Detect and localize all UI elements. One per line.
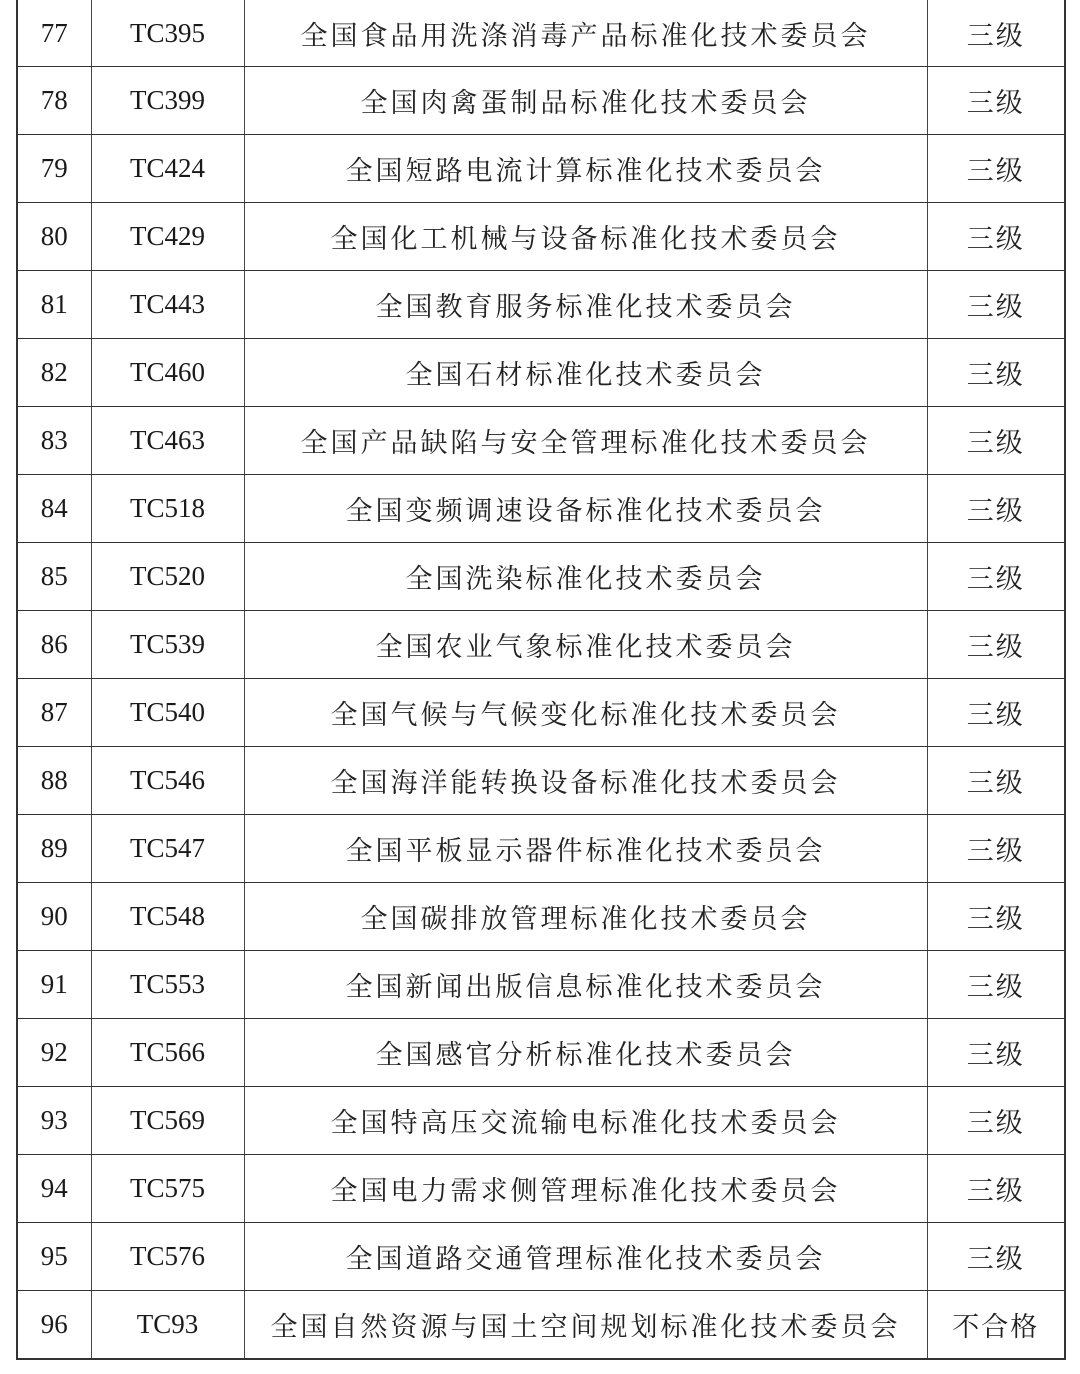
committee-code-cell: TC566 — [91, 1019, 244, 1087]
committee-code-cell: TC576 — [91, 1223, 244, 1291]
table-row — [17, 1223, 1065, 1291]
committee-rating-table — [16, 0, 1066, 1360]
committee-code-cell: TC539 — [91, 611, 244, 679]
table-row — [17, 203, 1065, 271]
committee-name-cell: 全国自然资源与国土空间规划标准化技术委员会 — [244, 1291, 927, 1360]
committee-name-cell: 全国感官分析标准化技术委员会 — [244, 1019, 927, 1087]
row-number-cell: 77 — [17, 0, 91, 67]
table-row — [17, 271, 1065, 339]
committee-name-cell: 全国洗染标准化技术委员会 — [244, 543, 927, 611]
committee-name-cell: 全国气候与气候变化标准化技术委员会 — [244, 679, 927, 747]
row-number-cell: 95 — [17, 1223, 91, 1291]
committee-code-cell: TC463 — [91, 407, 244, 475]
committee-code-cell: TC569 — [91, 1087, 244, 1155]
rating-cell: 三级 — [927, 1155, 1065, 1223]
row-number-cell: 83 — [17, 407, 91, 475]
row-number-cell: 91 — [17, 951, 91, 1019]
committee-code-cell: TC575 — [91, 1155, 244, 1223]
rating-cell: 三级 — [927, 475, 1065, 543]
row-number-cell: 81 — [17, 271, 91, 339]
committee-code-cell: TC429 — [91, 203, 244, 271]
rating-cell: 三级 — [927, 407, 1065, 475]
table-row — [17, 883, 1065, 951]
table-row — [17, 951, 1065, 1019]
committee-name-cell: 全国产品缺陷与安全管理标准化技术委员会 — [244, 407, 927, 475]
table-row — [17, 135, 1065, 203]
committee-name-cell: 全国电力需求侧管理标准化技术委员会 — [244, 1155, 927, 1223]
table-row — [17, 815, 1065, 883]
committee-name-cell: 全国碳排放管理标准化技术委员会 — [244, 883, 927, 951]
row-number-cell: 86 — [17, 611, 91, 679]
rating-cell: 三级 — [927, 1019, 1065, 1087]
committee-name-cell: 全国变频调速设备标准化技术委员会 — [244, 475, 927, 543]
committee-name-cell: 全国肉禽蛋制品标准化技术委员会 — [244, 67, 927, 135]
committee-name-cell: 全国教育服务标准化技术委员会 — [244, 271, 927, 339]
committee-code-cell: TC548 — [91, 883, 244, 951]
committee-name-cell: 全国道路交通管理标准化技术委员会 — [244, 1223, 927, 1291]
committee-name-cell: 全国农业气象标准化技术委员会 — [244, 611, 927, 679]
table-row — [17, 747, 1065, 815]
rating-cell: 三级 — [927, 1223, 1065, 1291]
table-row — [17, 0, 1065, 67]
row-number-cell: 90 — [17, 883, 91, 951]
row-number-cell: 78 — [17, 67, 91, 135]
rating-cell: 三级 — [927, 1087, 1065, 1155]
table-row — [17, 339, 1065, 407]
rating-cell: 不合格 — [927, 1291, 1065, 1360]
rating-cell: 三级 — [927, 271, 1065, 339]
committee-code-cell: TC424 — [91, 135, 244, 203]
rating-cell: 三级 — [927, 747, 1065, 815]
committee-code-cell: TC443 — [91, 271, 244, 339]
row-number-cell: 88 — [17, 747, 91, 815]
table-row — [17, 407, 1065, 475]
committee-name-cell: 全国平板显示器件标准化技术委员会 — [244, 815, 927, 883]
table-row — [17, 1087, 1065, 1155]
committee-name-cell: 全国海洋能转换设备标准化技术委员会 — [244, 747, 927, 815]
committee-code-cell: TC520 — [91, 543, 244, 611]
table-body — [17, 0, 1065, 1359]
committee-code-cell: TC518 — [91, 475, 244, 543]
document-page — [16, 0, 1064, 1360]
rating-cell: 三级 — [927, 135, 1065, 203]
table-row — [17, 67, 1065, 135]
row-number-cell: 79 — [17, 135, 91, 203]
committee-code-cell: TC460 — [91, 339, 244, 407]
table-row — [17, 1155, 1065, 1223]
rating-cell: 三级 — [927, 611, 1065, 679]
committee-name-cell: 全国新闻出版信息标准化技术委员会 — [244, 951, 927, 1019]
committee-name-cell: 全国化工机械与设备标准化技术委员会 — [244, 203, 927, 271]
committee-code-cell: TC395 — [91, 0, 244, 67]
rating-cell: 三级 — [927, 0, 1065, 67]
table-row — [17, 679, 1065, 747]
committee-code-cell: TC540 — [91, 679, 244, 747]
row-number-cell: 96 — [17, 1291, 91, 1360]
table-row — [17, 1019, 1065, 1087]
row-number-cell: 94 — [17, 1155, 91, 1223]
rating-cell: 三级 — [927, 67, 1065, 135]
rating-cell: 三级 — [927, 339, 1065, 407]
row-number-cell: 80 — [17, 203, 91, 271]
committee-name-cell: 全国特高压交流输电标准化技术委员会 — [244, 1087, 927, 1155]
row-number-cell: 84 — [17, 475, 91, 543]
row-number-cell: 89 — [17, 815, 91, 883]
table-row — [17, 611, 1065, 679]
row-number-cell: 85 — [17, 543, 91, 611]
rating-cell: 三级 — [927, 543, 1065, 611]
committee-code-cell: TC553 — [91, 951, 244, 1019]
committee-name-cell: 全国食品用洗涤消毒产品标准化技术委员会 — [244, 0, 927, 67]
rating-cell: 三级 — [927, 679, 1065, 747]
committee-code-cell: TC546 — [91, 747, 244, 815]
row-number-cell: 82 — [17, 339, 91, 407]
committee-code-cell: TC93 — [91, 1291, 244, 1360]
committee-code-cell: TC547 — [91, 815, 244, 883]
rating-cell: 三级 — [927, 815, 1065, 883]
row-number-cell: 87 — [17, 679, 91, 747]
table-row — [17, 475, 1065, 543]
rating-cell: 三级 — [927, 951, 1065, 1019]
committee-code-cell: TC399 — [91, 67, 244, 135]
rating-cell: 三级 — [927, 883, 1065, 951]
table-row — [17, 1291, 1065, 1360]
committee-name-cell: 全国短路电流计算标准化技术委员会 — [244, 135, 927, 203]
row-number-cell: 92 — [17, 1019, 91, 1087]
row-number-cell: 93 — [17, 1087, 91, 1155]
rating-cell: 三级 — [927, 203, 1065, 271]
table-row — [17, 543, 1065, 611]
committee-name-cell: 全国石材标准化技术委员会 — [244, 339, 927, 407]
